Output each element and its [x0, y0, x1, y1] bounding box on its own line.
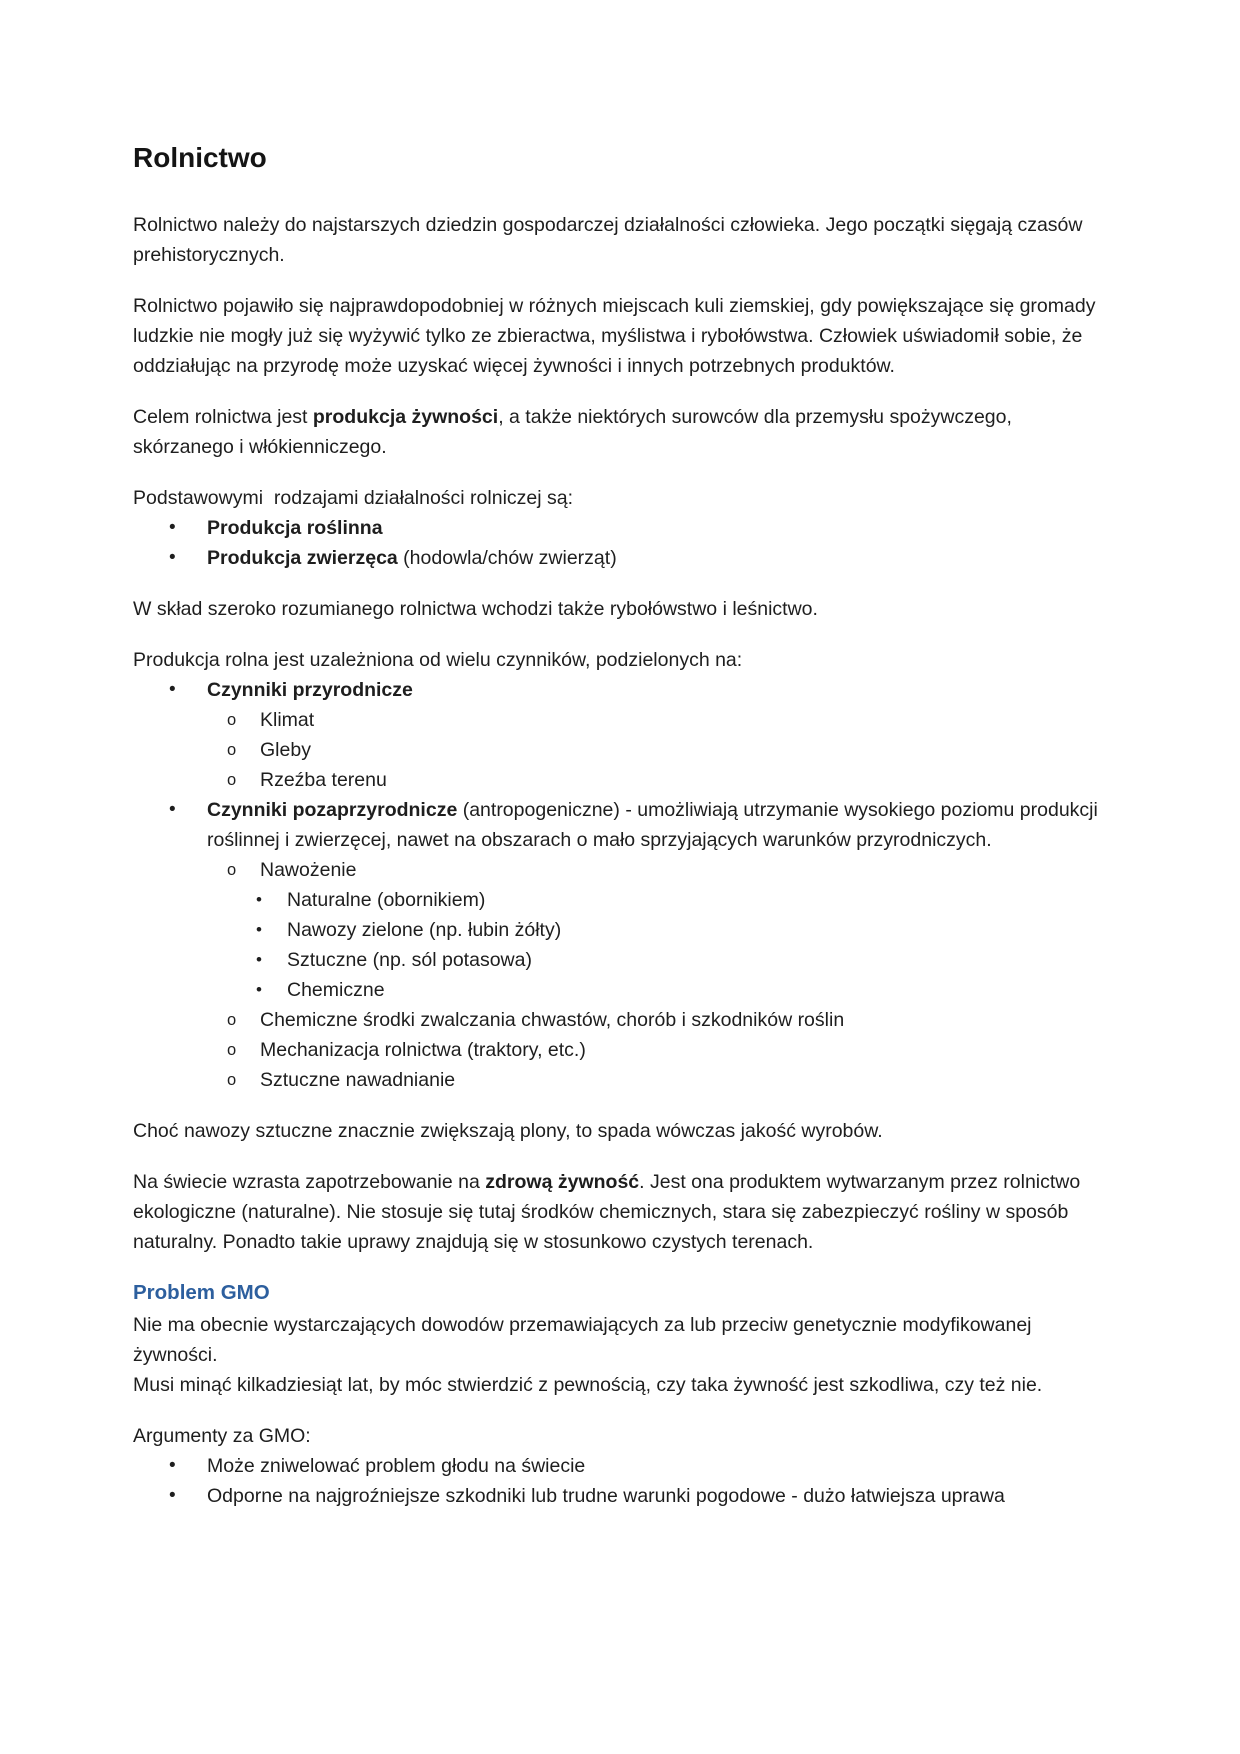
disc-bullet-icon: •: [256, 950, 262, 969]
list-item: [133, 735, 1110, 765]
list-item: [133, 1451, 1110, 1481]
text-run: produkcja żywności: [312, 406, 499, 428]
disc-bullet-icon: •: [169, 547, 176, 568]
text-run: Rolnictwo należy do najstarszych dziedzin gospodarczej działalności człowieka. Jego początki sięgają czasów prehistorycznych.: [133, 214, 1088, 266]
disc-bullet-icon: •: [169, 679, 176, 700]
disc-bullet-icon: •: [256, 890, 262, 909]
circle-bullet-icon: o: [227, 771, 237, 789]
bullet-list: [133, 675, 1110, 1095]
text-run: Produkcja rolna jest uzależniona od wielu czynników, podzielonych na:: [133, 649, 743, 671]
list-item: [133, 1065, 1110, 1095]
circle-bullet-icon: o: [227, 711, 237, 729]
paragraph: [133, 594, 1110, 624]
text-run: Nawożenie: [260, 859, 357, 881]
list-item: [133, 543, 1110, 573]
text-run: Może zniwelować problem głodu na świecie: [207, 1455, 586, 1477]
list-item: [133, 705, 1110, 735]
section-heading: [133, 1278, 1110, 1308]
list-item: [133, 885, 1110, 915]
text-run: Naturalne (obornikiem): [287, 889, 486, 911]
paragraph: [133, 210, 1110, 270]
list-item: [133, 513, 1110, 543]
circle-bullet-icon: o: [227, 1071, 237, 1089]
text-run: Chemiczne: [287, 979, 385, 1001]
paragraph: [133, 1310, 1110, 1370]
text-run: Sztuczne (np. sól potasowa): [287, 949, 532, 971]
paragraph: [133, 1116, 1110, 1146]
text-run: (hodowla/chów zwierząt): [397, 547, 617, 569]
text-run: Chemiczne środki zwalczania chwastów, chorób i szkodników roślin: [260, 1009, 845, 1031]
text-run: zdrową żywność: [485, 1171, 640, 1193]
text-run: . Jest ona produktem wytwarzanym przez rolnictwo ekologiczne (naturalne). Nie stosuje się tutaj środków chemicznych, stara się zabezpieczyć rośliny w sposób naturalny. Ponadto takie uprawy znajdują się w stosunkowo czystych terenach.: [133, 1171, 1086, 1253]
circle-bullet-icon: o: [227, 741, 237, 759]
list-item: [133, 915, 1110, 945]
text-run: Choć nawozy sztuczne znacznie zwiększają plony, to spada wówczas jakość wyrobów.: [133, 1120, 883, 1142]
disc-bullet-icon: •: [256, 980, 262, 999]
text-run: Klimat: [260, 709, 315, 731]
circle-bullet-icon: o: [227, 1011, 237, 1029]
list-item: [133, 945, 1110, 975]
text-run: Na świecie wzrasta zapotrzebowanie na: [133, 1171, 486, 1193]
paragraph: [133, 645, 1110, 675]
list-item: [133, 855, 1110, 885]
list-item: [133, 1035, 1110, 1065]
disc-bullet-icon: •: [169, 517, 176, 538]
bullet-list: [133, 1451, 1110, 1511]
disc-bullet-icon: •: [169, 1455, 176, 1476]
list-item: [133, 975, 1110, 1005]
list-item: [133, 1481, 1110, 1511]
text-run: Problem GMO: [133, 1281, 270, 1304]
disc-bullet-icon: •: [256, 920, 262, 939]
text-run: Produkcja roślinna: [207, 517, 383, 539]
text-run: Mechanizacja rolnictwa (traktory, etc.): [260, 1039, 586, 1061]
text-run: Czynniki przyrodnicze: [207, 679, 413, 701]
text-run: Odporne na najgroźniejsze szkodniki lub trudne warunki pogodowe - dużo łatwiejsza uprawa: [207, 1485, 1005, 1507]
text-run: Czynniki pozaprzyrodnicze: [207, 799, 458, 821]
text-run: Nie ma obecnie wystarczających dowodów przemawiających za lub przeciw genetycznie modyfikowanej żywności.: [133, 1314, 1037, 1366]
text-run: Rzeźba terenu: [260, 769, 387, 791]
paragraph: [133, 402, 1110, 462]
disc-bullet-icon: •: [169, 799, 176, 820]
circle-bullet-icon: o: [227, 861, 237, 879]
bullet-list: [133, 513, 1110, 573]
document-title: Rolnictwo: [133, 142, 267, 173]
text-run: Musi minąć kilkadziesiąt lat, by móc stwierdzić z pewnością, czy taka żywność jest szkodliwa, czy też nie.: [133, 1374, 1043, 1396]
paragraph: [133, 1421, 1110, 1451]
text-run: (antropogeniczne) - umożliwiają utrzymanie wysokiego poziomu produkcji roślinnej i zwierzęcej, nawet na obszarach o mało sprzyjających warunków przyrodniczych.: [207, 799, 1104, 851]
list-item: [133, 765, 1110, 795]
paragraph: [133, 291, 1110, 381]
paragraph: [133, 1167, 1110, 1257]
text-run: , a także niektórych surowców dla przemysłu spożywczego, skórzanego i włókienniczego.: [133, 406, 1018, 458]
circle-bullet-icon: o: [227, 1041, 237, 1059]
text-run: Sztuczne nawadnianie: [260, 1069, 456, 1091]
document-body: [133, 210, 1110, 1511]
text-run: Rolnictwo pojawiło się najprawdopodobniej w różnych miejscach kuli ziemskiej, gdy powiększające się gromady ludzkie nie mogły już się wyżywić tylko ze zbieractwa, myślistwa i rybołówstwa. Człowiek uświadomił sobie, że oddziałując na przyrodę może uzyskać więcej żywności i innych potrzebnych produktów.: [133, 295, 1101, 377]
text-run: W skład szeroko rozumianego rolnictwa wchodzi także rybołówstwo i leśnictwo.: [133, 598, 818, 620]
paragraph: [133, 1370, 1110, 1400]
disc-bullet-icon: •: [169, 1485, 176, 1506]
list-item: [133, 795, 1110, 855]
text-run: Celem rolnictwa jest: [133, 406, 313, 428]
list-item: [133, 675, 1110, 705]
list-item: [133, 1005, 1110, 1035]
text-run: Nawozy zielone (np. łubin żółty): [287, 919, 562, 941]
paragraph: [133, 483, 1110, 513]
text-run: Argumenty za GMO:: [133, 1425, 311, 1447]
text-run: Gleby: [260, 739, 311, 761]
text-run: Podstawowymi rodzajami działalności rolniczej są:: [133, 487, 574, 509]
text-run: Produkcja zwierzęca: [207, 547, 398, 569]
